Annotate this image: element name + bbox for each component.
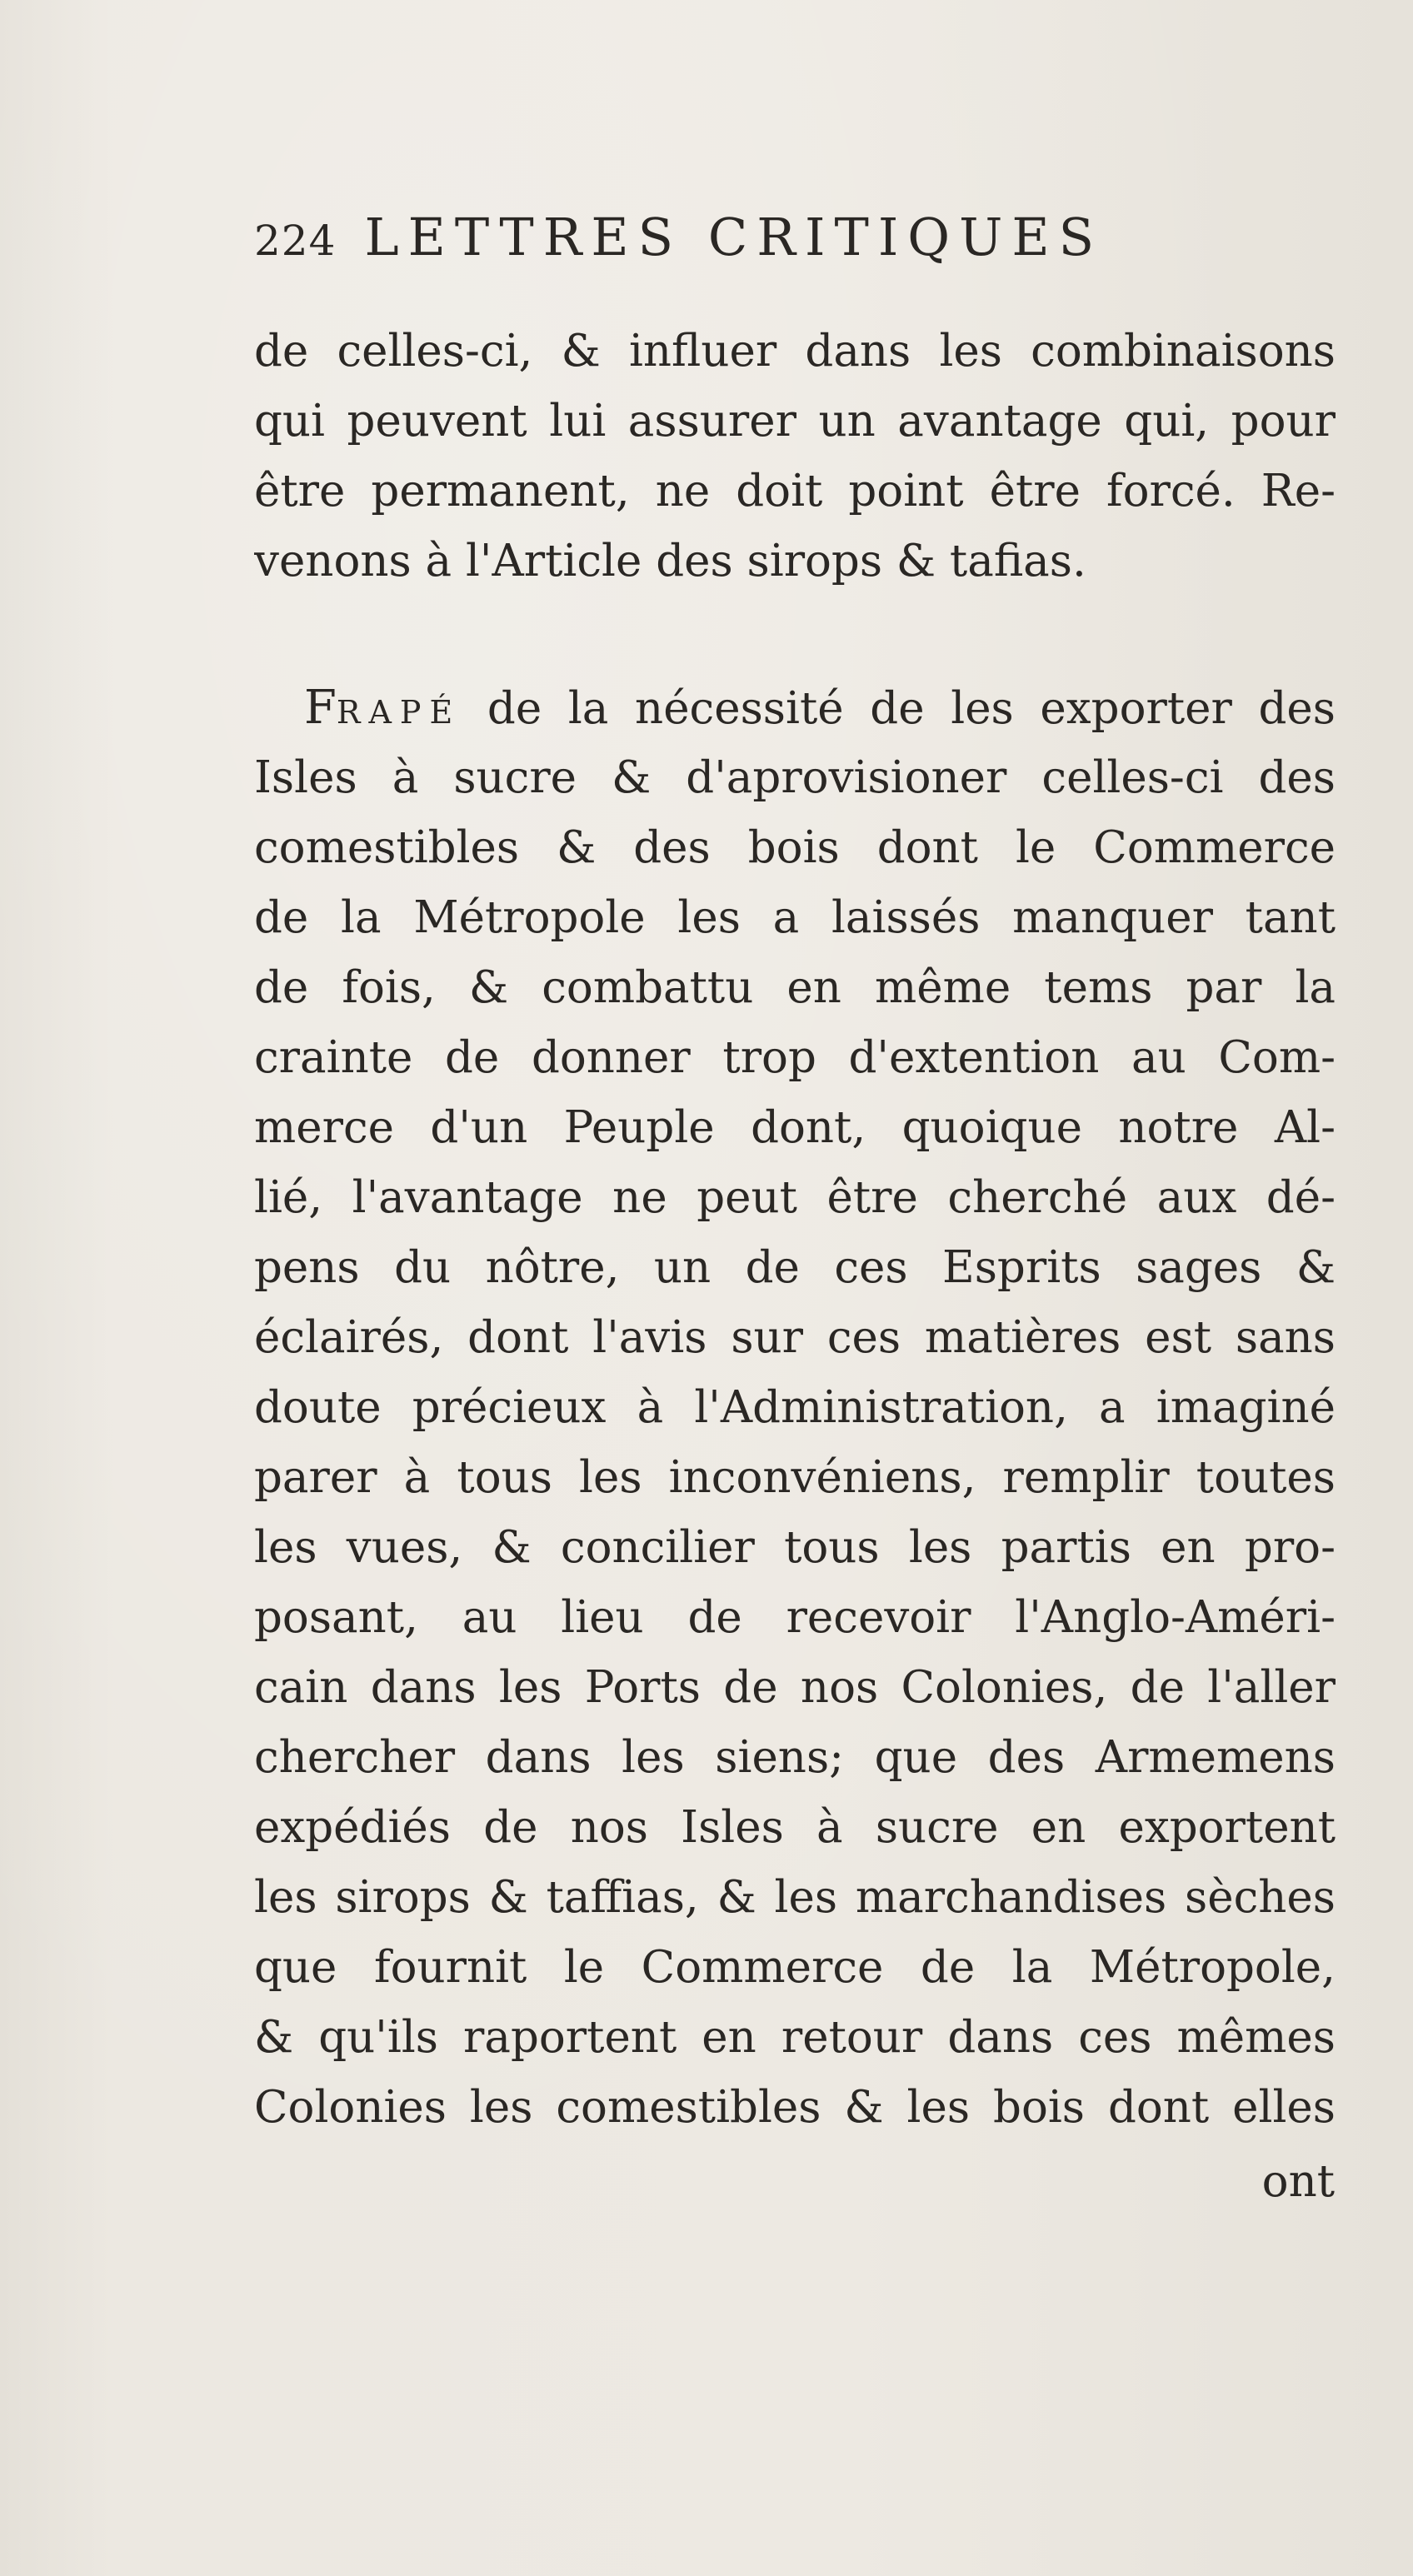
paragraph-2 — [254, 673, 1336, 2143]
text-line: comestibles & des bois dont le Commerce — [254, 822, 1336, 873]
page-header — [254, 207, 1237, 282]
text-line: lié, l'avantage ne peut être cherché aux dé- — [254, 1172, 1336, 1223]
text-line: de celles-ci, & influer dans les combinaisons — [254, 326, 1336, 377]
text-line: pens du nôtre, un de ces Esprits sages & — [254, 1242, 1336, 1293]
text-line: posant, au lieu de recevoir l'Anglo-Améri- — [254, 1592, 1336, 1643]
first-line-text: de la nécessité de les exporter des — [461, 683, 1336, 734]
text-line-first — [254, 673, 1336, 743]
text-line: parer à tous les inconvéniens, remplir toutes — [254, 1452, 1336, 1503]
text-line: crainte de donner trop d'extention au Com- — [254, 1032, 1336, 1083]
text-line: chercher dans les siens; que des Armemens — [254, 1732, 1336, 1783]
text-line: être permanent, ne doit point être forcé. Re- — [254, 466, 1336, 517]
text-line: merce d'un Peuple dont, quoique notre Al- — [254, 1102, 1336, 1153]
paragraph-1 — [254, 317, 1336, 597]
catchword: ont — [1261, 2156, 1335, 2207]
text-line: qui peuvent lui assurer un avantage qui, pour — [254, 396, 1336, 447]
text-line: que fournit le Commerce de la Métropole, — [254, 1942, 1336, 1993]
text-line: Colonies les comestibles & les bois dont elles — [254, 2082, 1336, 2133]
initial-capital: F — [304, 681, 337, 735]
text-line: les vues, & concilier tous les partis en pro- — [254, 1522, 1336, 1573]
text-line: éclairés, dont l'avis sur ces matières est sans — [254, 1312, 1336, 1363]
text-line: venons à l'Article des sirops & tafias. — [254, 536, 1086, 587]
page-number: 224 — [254, 217, 337, 265]
text-line: Isles à sucre & d'aprovisioner celles-ci des — [254, 752, 1336, 803]
text-line: doute précieux à l'Administration, a imaginé — [254, 1382, 1336, 1433]
text-line: expédiés de nos Isles à sucre en exportent — [254, 1802, 1336, 1853]
text-line: de fois, & combattu en même tems par la — [254, 962, 1336, 1013]
text-line: les sirops & taffias, & les marchandises sèches — [254, 1872, 1336, 1923]
running-head: LETTRES CRITIQUES — [364, 207, 1104, 267]
text-line: cain dans les Ports de nos Colonies, de l'aller — [254, 1662, 1336, 1713]
small-caps-word: RAPÉ — [336, 694, 462, 731]
text-line: & qu'ils raportent en retour dans ces mêmes — [254, 2012, 1336, 2063]
text-line: de la Métropole les a laissés manquer tant — [254, 892, 1336, 943]
